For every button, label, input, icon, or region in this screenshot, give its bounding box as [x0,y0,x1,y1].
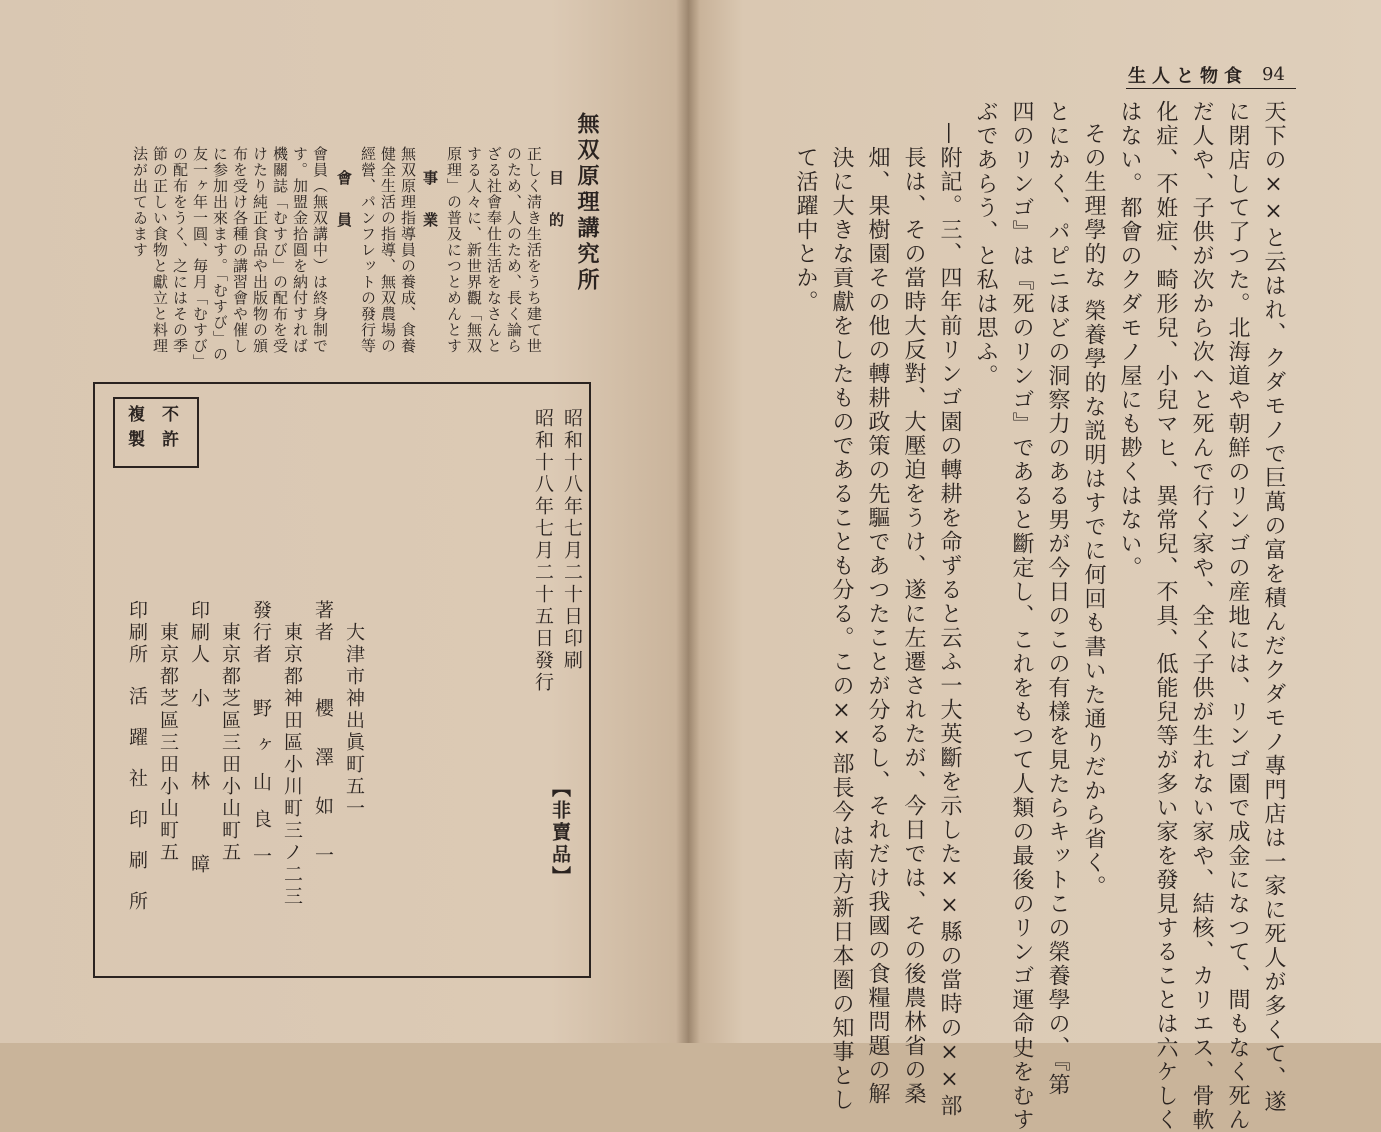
stamp-line: 複製 [124,405,144,455]
purpose-line: ざる社會奉仕生活をなさんと [485,146,503,354]
body-column: 畑、果樹園その他の轉耕政策の先驅であつたことが分るし、それだけ我國の食糧問題の解 [865,146,890,1106]
publisher-address: 東京都神田區小川町三ノ二三 [281,622,303,908]
purpose-line: する人々に、新世界觀「無双 [465,146,483,354]
body-column: だ人や、子供が次から次へと死んで行く家や、全く子供が生れない家や、結核、カリエス、骨軟 [1189,100,1214,1132]
business-line: 無双原理指導員の養成、食養 [399,146,417,354]
body-column: その生理學的な 榮養學的な説明はすでに何回も書いた通りだから省く。 [1081,122,1106,899]
purpose-line: 原理」の普及につとめんとす [445,146,463,354]
body-column: とにかく、パピニほどの洞察力のある男が今日のこの有樣を見たらキットこの榮養學の、『第 [1045,100,1070,1097]
author-address: 大津市神出眞町五一 [343,622,365,820]
member-line: けたり純正食品や出版物の頒 [251,146,269,354]
member-line: に参加出來ます。「むすび」の [211,146,229,363]
member-line: す。加盟金拾圓を納付すれば [291,146,309,354]
body-column: 四のリンゴ』は『死のリンゴ』であると斷定し、これをもつて人類の最後のリンゴ運命史をむす [1009,100,1034,1132]
publisher-label: 發行者 [250,600,272,666]
business-line: 經營、パンフレットの發行等 [359,146,377,354]
body-column: て活躍中とか。 [793,146,818,314]
member-line: 節の正しい食物と獻立と料理 [151,146,169,354]
institute-title: 無双原理講究所 [574,112,600,294]
publish-date: 昭和十八年七月二十五日發行 [532,408,554,694]
printer-label: 印刷人 [188,600,210,666]
purpose-heading: 目 的 [547,170,565,233]
running-head: 生人と物食 [1128,66,1248,87]
member-line: 友一ヶ年一圓、毎月「むすび」 [191,146,209,370]
member-line: の配布をうく、之にはその季 [171,146,189,354]
publisher-name: 野ヶ山良一 [250,698,272,883]
book-gutter [676,0,700,1043]
body-column: 化症、不姙症、畸形兒、小兒マヒ、異常兒、不具、低能兒等が多い家を發見することは六ケしく [1153,100,1178,1132]
member-heading: 會 員 [335,170,353,233]
business-line: 健全生活の指導、無双農場の [379,146,397,354]
member-line: 法が出てゐます [131,146,149,258]
printer-address: 東京都芝區三田小山町五 [219,622,241,864]
author-label: 著者 [312,600,334,644]
body-column: 長は、その當時大反對、大壓迫をうけ、遂に左遷されたが、今日では、その後農林省の桑 [901,146,926,1106]
purpose-line: のため、人のため、長く論ら [505,146,523,354]
print-date: 昭和十八年七月二十日印刷 [561,408,583,672]
page-number: 94 [1262,64,1285,85]
body-column: ぶであらう、と私は思ふ。 [973,100,998,388]
body-column: 決に大きな貢獻をしたものであることも分る。この××部長今は南方新日本圏の知事とし [829,146,854,1112]
body-column: に閉店して了つた。北海道や朝鮮のリンゴの産地には、リンゴ園で成金になつて、間もなく死ん [1225,100,1250,1132]
purpose-line: 正しく淸き生活をうち建て世 [525,146,543,354]
printer-name: 小林暲 [188,688,210,937]
member-line: 會員（無双講中）は終身制で [311,146,329,354]
press-label: 印刷所 [126,600,148,666]
header-rule [1126,88,1296,89]
member-line: 機關誌「むすび」の配布を受 [271,146,289,354]
body-column: 天下の××と云はれ、クダモノで巨萬の富を積んだクダモノ專門店は一家に死人が多くて、遂 [1261,100,1286,1114]
business-heading: 事 業 [421,170,439,233]
stamp-line: 不許 [158,405,178,455]
copyright-stamp [113,397,199,468]
not-for-sale-label: 【非賣品】 [549,778,571,888]
member-line: 布を受け各種の講習會や催し [231,146,249,354]
press-name: 活躍社印刷所 [126,686,148,932]
body-column: —附記。三、四年前リンゴ園の轉耕を命ずると云ふ一大英斷を示した××縣の當時の××部 [937,122,962,1118]
author-name: 櫻澤如一 [312,698,334,894]
press-address: 東京都芝區三田小山町五 [157,622,179,864]
body-column: はない。都會のクダモノ屋にも尠くはない。 [1117,100,1142,580]
